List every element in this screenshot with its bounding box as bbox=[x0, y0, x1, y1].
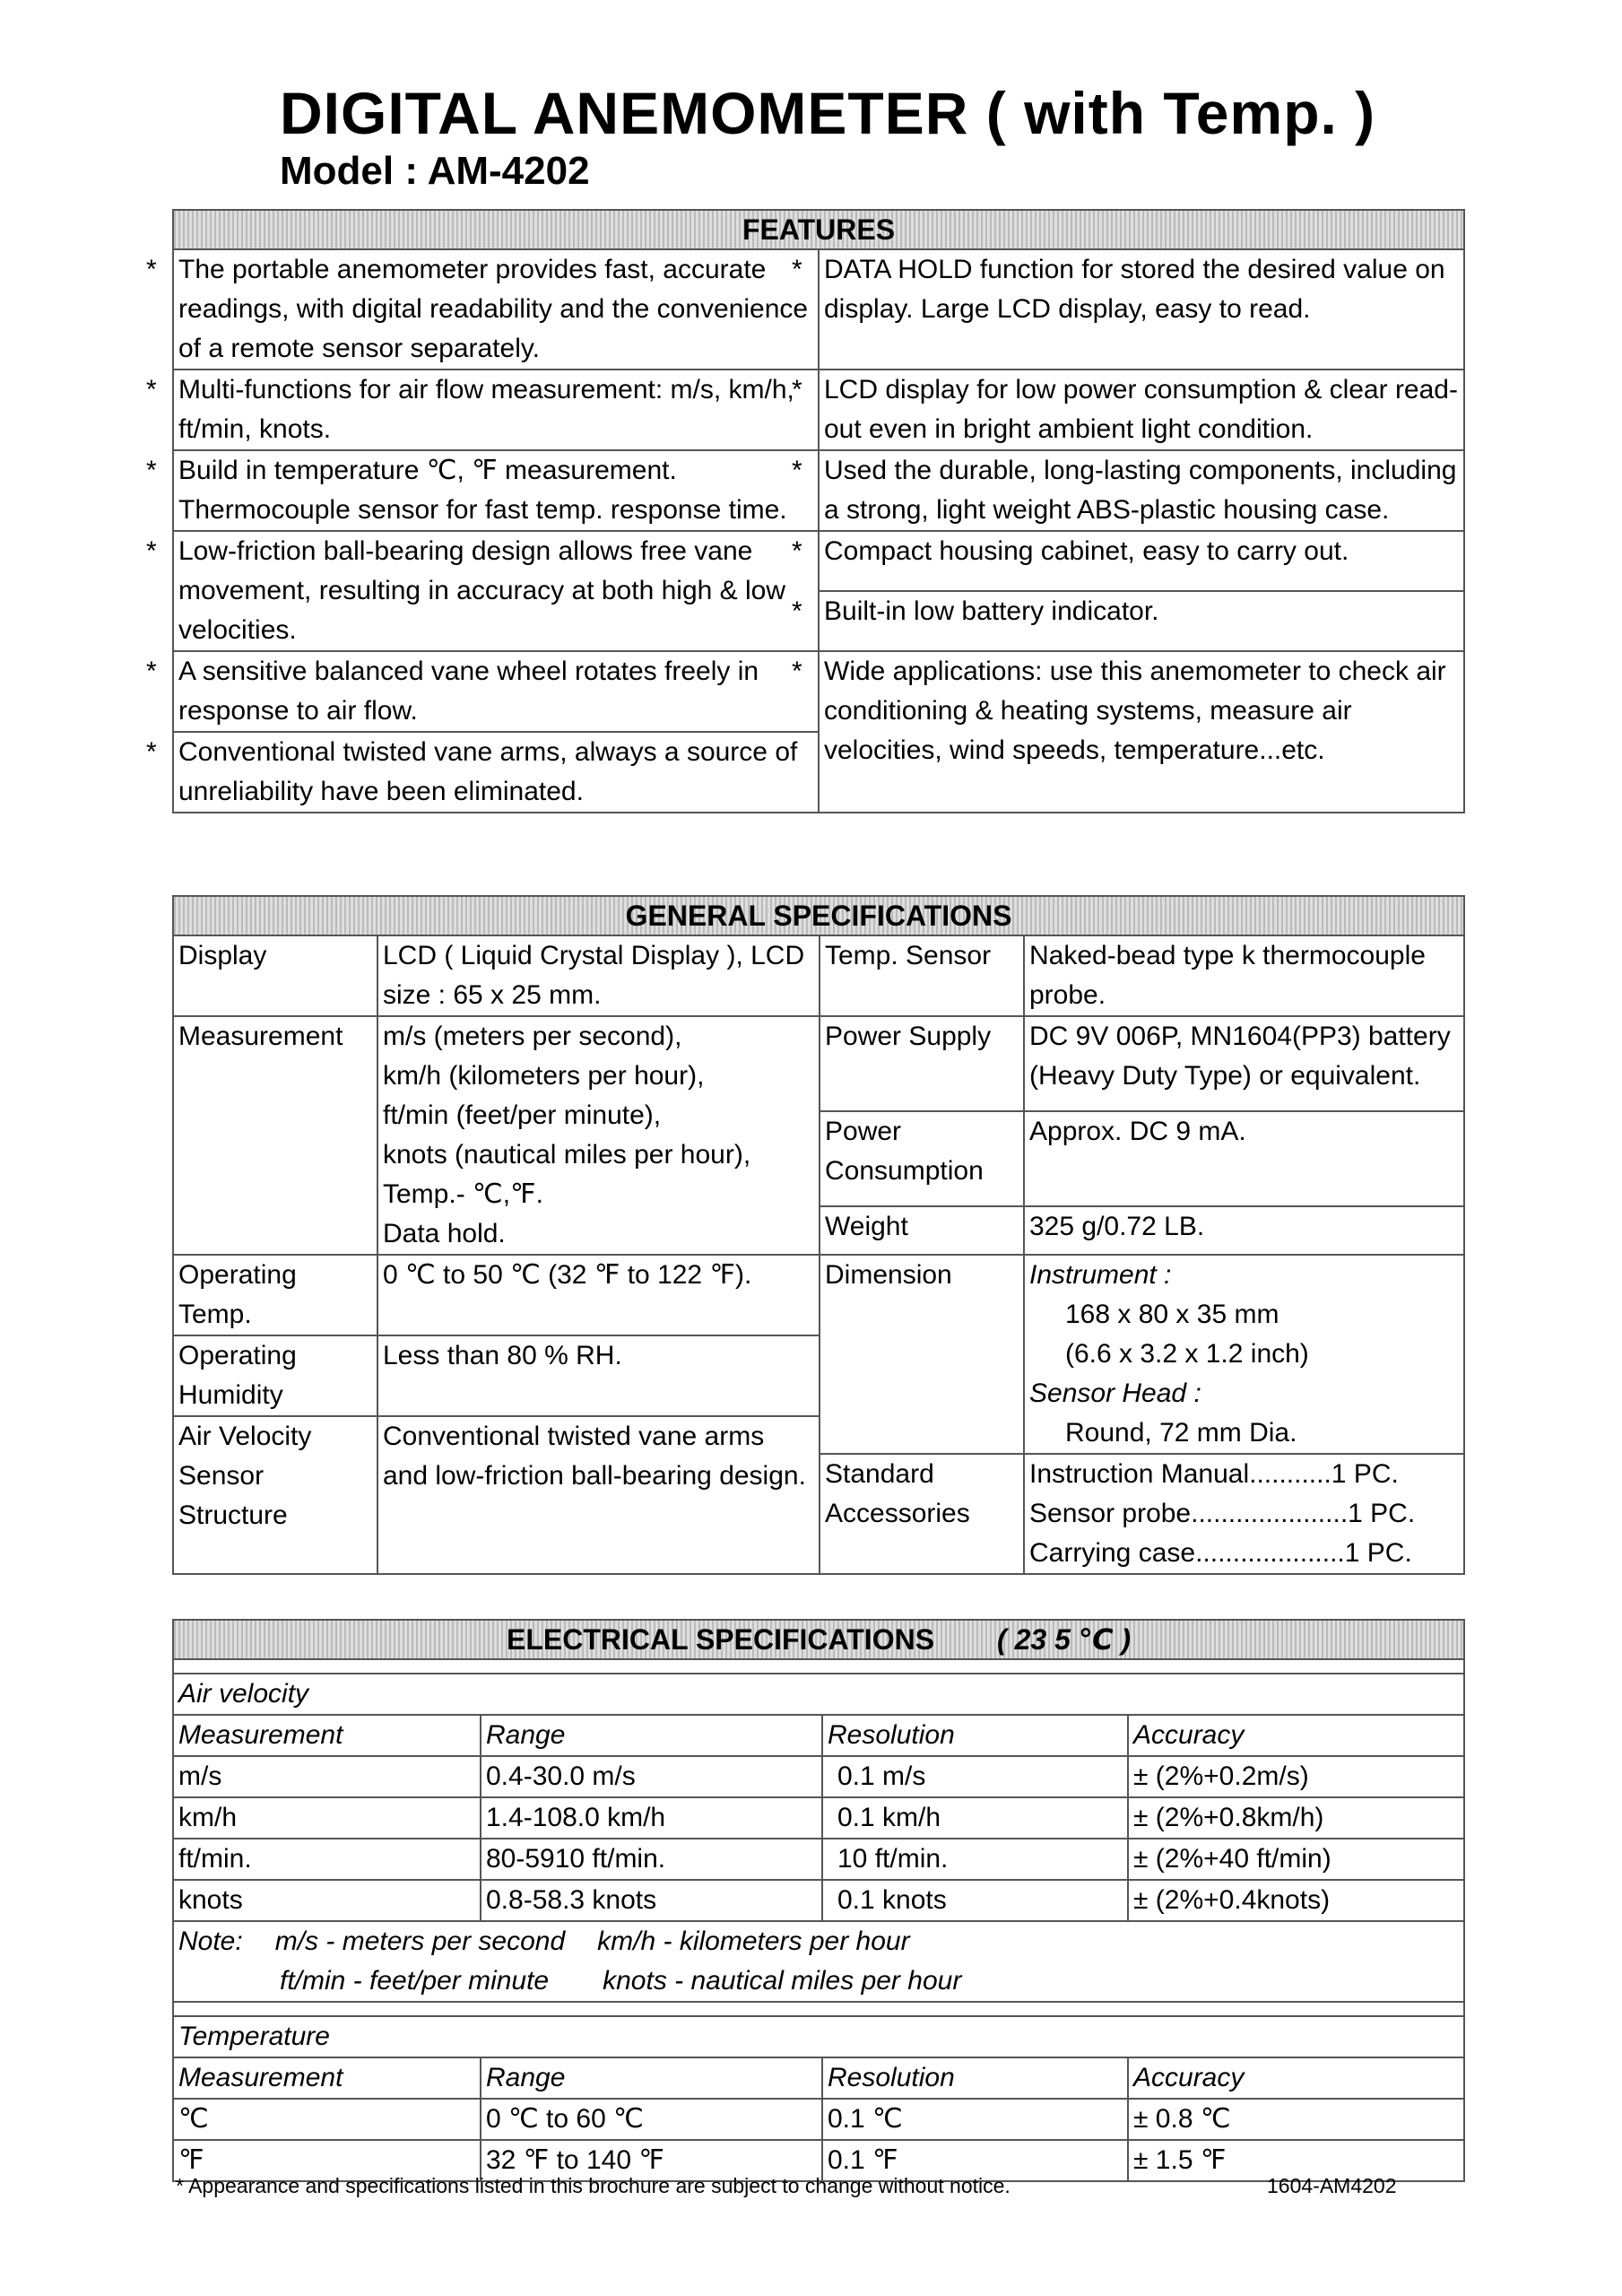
spec-label: Operating Temp. bbox=[173, 1255, 377, 1335]
spec-label: Dimension bbox=[820, 1255, 1024, 1454]
column-header: Measurement bbox=[173, 1715, 481, 1756]
column-header: Resolution bbox=[822, 2057, 1128, 2099]
feature-item: * Conventional twisted vane arms, always a source of unreliability have been eliminated. bbox=[173, 732, 819, 813]
feature-item: * Built-in low battery indicator. bbox=[819, 591, 1464, 651]
feature-item: * Multi-functions for air flow measurement: m/s, km/h, ft/min, knots. bbox=[173, 370, 819, 450]
table-row: m/s 0.4-30.0 m/s 0.1 m/s ± (2%+0.2m/s) bbox=[173, 1756, 1464, 1797]
electrical-specs-table bbox=[172, 1619, 1465, 2182]
air-velocity-heading: Air velocity bbox=[173, 1674, 1464, 1715]
features-table bbox=[146, 209, 1465, 813]
spec-label: Standard Accessories bbox=[820, 1454, 1024, 1574]
spec-value: Naked-bead type k thermocouple probe. bbox=[1024, 935, 1464, 1016]
units-note: Note: m/s - meters per second km/h - kilometers per hour ft/min - feet/per minute knots - nautical miles per hour bbox=[173, 1921, 1464, 2002]
general-specs-table bbox=[172, 895, 1465, 1575]
feature-item: * Compact housing cabinet, easy to carry out. bbox=[819, 531, 1464, 591]
spec-value: Approx. DC 9 mA. bbox=[1024, 1111, 1464, 1206]
spec-label: Power Consumption bbox=[820, 1111, 1024, 1206]
temperature-heading: Temperature bbox=[173, 2016, 1464, 2057]
spec-value: Conventional twisted vane arms and low-friction ball-bearing design. bbox=[377, 1416, 820, 1574]
table-row: ℉ 32 ℉ to 140 ℉ 0.1 ℉ ± 1.5 ℉ bbox=[173, 2140, 1464, 2181]
feature-item: * Used the durable, long-lasting components, including a strong, light weight ABS-plastic housing case. bbox=[819, 450, 1464, 531]
spec-label: Power Supply bbox=[820, 1016, 1024, 1111]
table-row: km/h 1.4-108.0 km/h 0.1 km/h ± (2%+0.8km/h) bbox=[173, 1797, 1464, 1839]
model-number: Model : AM-4202 bbox=[280, 149, 590, 193]
spec-value: Instruction Manual...........1 PC. Sensor probe.....................1 PC. Carrying case....................1 PC. bbox=[1024, 1454, 1464, 1574]
spec-label: Temp. Sensor bbox=[820, 935, 1024, 1016]
feature-item: * Wide applications: use this anemometer to check air conditioning & heating systems, measure air velocities, wind speeds, temperature...etc. bbox=[819, 651, 1464, 813]
table-row: knots 0.8-58.3 knots 0.1 knots ± (2%+0.4knots) bbox=[173, 1880, 1464, 1921]
spec-value: Less than 80 % RH. bbox=[377, 1335, 820, 1416]
spec-label: Display bbox=[173, 935, 377, 1016]
column-header: Accuracy bbox=[1128, 2057, 1464, 2099]
spec-label: Operating Humidity bbox=[173, 1335, 377, 1416]
electrical-heading: ELECTRICAL SPECIFICATIONS ( 23 5 ℃ ) bbox=[173, 1620, 1464, 1659]
document-code: 1604-AM4202 bbox=[1267, 2174, 1397, 2197]
column-header: Range bbox=[481, 1715, 822, 1756]
disclaimer: * Appearance and specifications listed in this brochure are subject to change without notice. bbox=[176, 2174, 1010, 2197]
feature-item: * A sensitive balanced vane wheel rotates freely in response to air flow. bbox=[173, 651, 819, 732]
feature-item: * LCD display for low power consumption & clear read-out even in bright ambient light condition. bbox=[819, 370, 1464, 450]
features-heading: FEATURES bbox=[173, 210, 1464, 249]
feature-item: * Build in temperature ℃, ℉ measurement. Thermocouple sensor for fast temp. response time. bbox=[173, 450, 819, 531]
spec-value: LCD ( Liquid Crystal Display ), LCD size : 65 x 25 mm. bbox=[377, 935, 820, 1016]
document-title: DIGITAL ANEMOMETER ( with Temp. ) bbox=[280, 80, 1376, 146]
feature-item: * Low-friction ball-bearing design allows free vane movement, resulting in accuracy at both high & low velocities. bbox=[173, 531, 819, 651]
column-header: Measurement bbox=[173, 2057, 481, 2099]
spec-value: Instrument : 168 x 80 x 35 mm (6.6 x 3.2 x 1.2 inch) Sensor Head : Round, 72 mm Dia. bbox=[1024, 1255, 1464, 1454]
feature-item: * The portable anemometer provides fast, accurate readings, with digital readability and the convenience of a remote sensor separately. bbox=[173, 249, 819, 370]
spec-value: 0 ℃ to 50 ℃ (32 ℉ to 122 ℉). bbox=[377, 1255, 820, 1335]
table-row: ft/min. 80-5910 ft/min. 10 ft/min. ± (2%+40 ft/min) bbox=[173, 1839, 1464, 1880]
column-header: Accuracy bbox=[1128, 1715, 1464, 1756]
general-heading: GENERAL SPECIFICATIONS bbox=[173, 896, 1464, 935]
spec-value: DC 9V 006P, MN1604(PP3) battery (Heavy Duty Type) or equivalent. bbox=[1024, 1016, 1464, 1111]
spec-value: 325 g/0.72 LB. bbox=[1024, 1206, 1464, 1255]
spec-label: Weight bbox=[820, 1206, 1024, 1255]
feature-item: * DATA HOLD function for stored the desired value on display. Large LCD display, easy to read. bbox=[819, 249, 1464, 370]
spec-label: Air Velocity Sensor Structure bbox=[173, 1416, 377, 1574]
temperature-condition: ( 23 5 ℃ ) bbox=[997, 1623, 1132, 1656]
spec-label: Measurement bbox=[173, 1016, 377, 1255]
spec-value: m/s (meters per second), km/h (kilometers per hour), ft/min (feet/per minute), knots (nautical miles per hour), Temp.- ℃,℉. Data hold. bbox=[377, 1016, 820, 1255]
column-header: Resolution bbox=[822, 1715, 1128, 1756]
table-row: ℃ 0 ℃ to 60 ℃ 0.1 ℃ ± 0.8 ℃ bbox=[173, 2099, 1464, 2140]
column-header: Range bbox=[481, 2057, 822, 2099]
